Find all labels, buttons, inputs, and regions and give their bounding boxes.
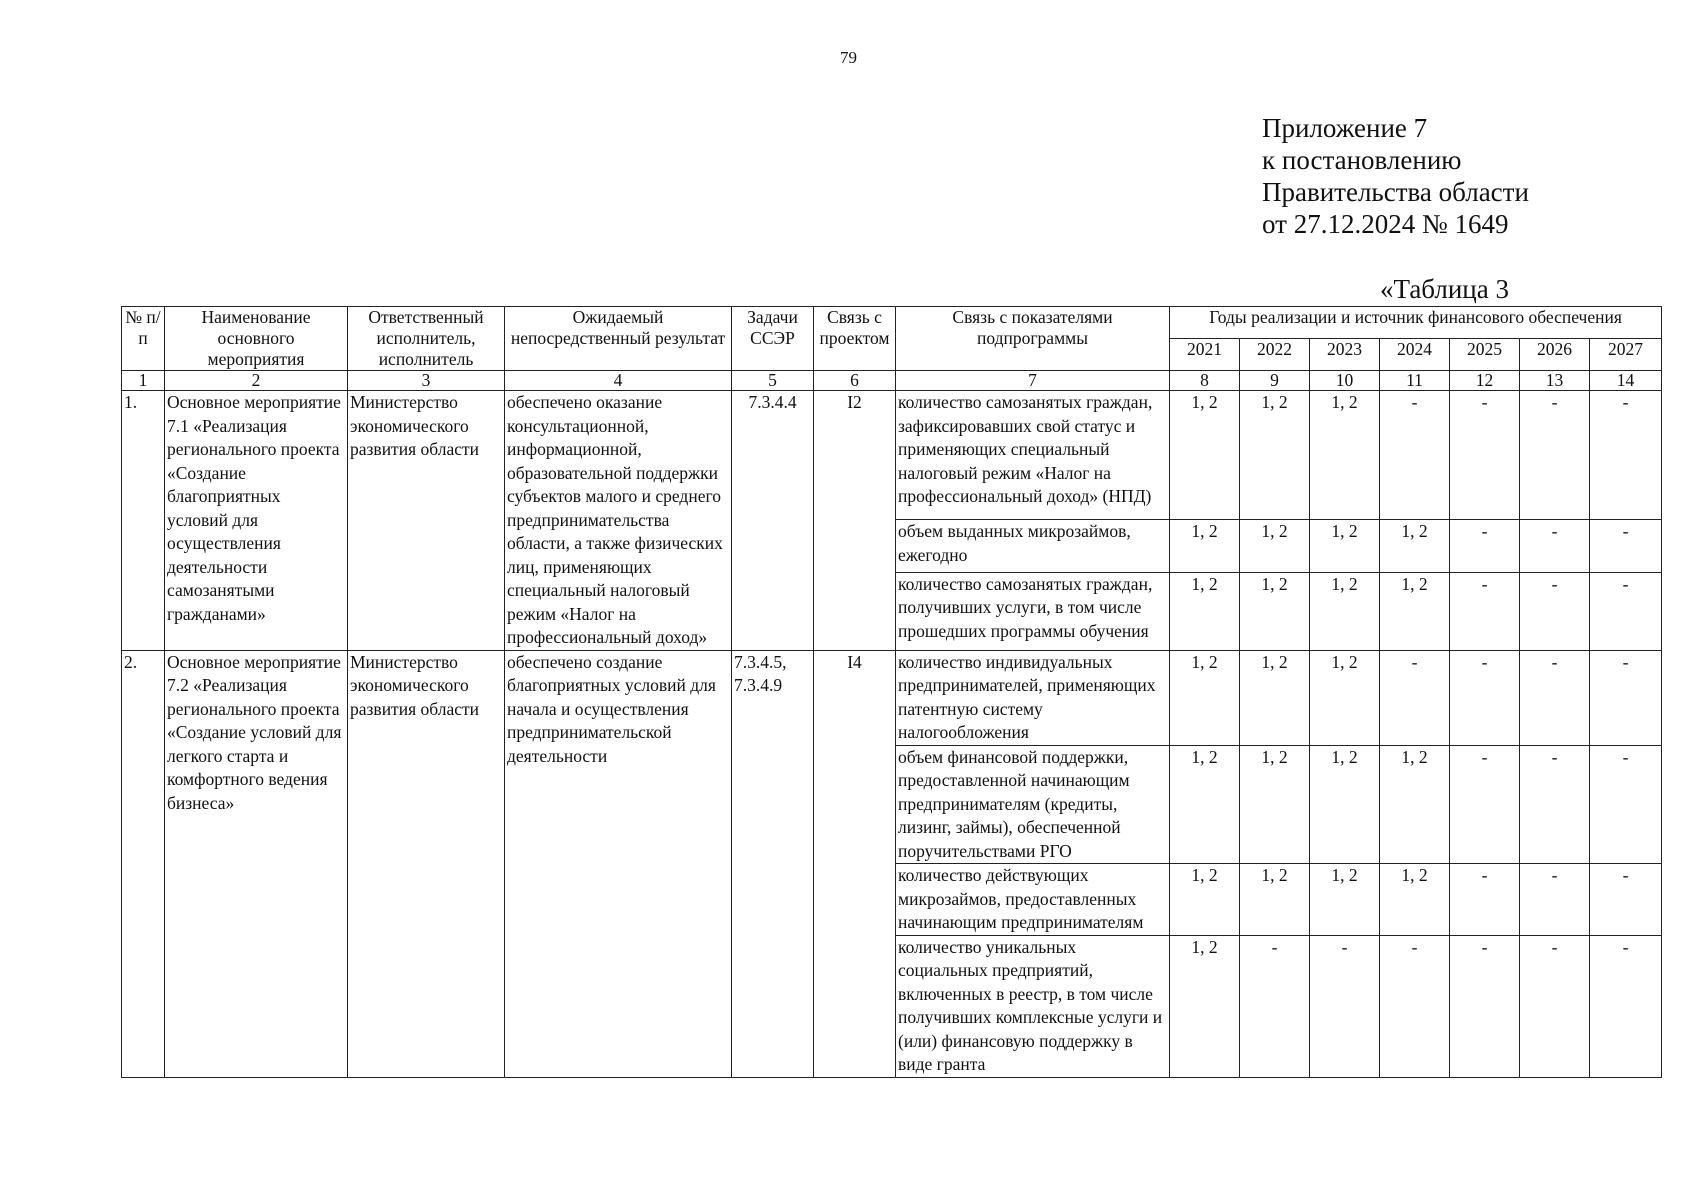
header-result: Ожидаемый непосредственный результат (505, 307, 732, 371)
year-cell: - (1380, 935, 1450, 1077)
column-number: 9 (1240, 371, 1310, 391)
year-cell: - (1590, 864, 1662, 936)
column-number: 14 (1590, 371, 1662, 391)
activity-tasks: 7.3.4.4 (732, 391, 814, 651)
indicator-text: объем выданных микрозаймов, ежегодно (896, 520, 1170, 572)
year-cell: 1, 2 (1170, 864, 1240, 936)
appendix-line: от 27.12.2024 № 1649 (1262, 209, 1509, 239)
column-number: 4 (505, 371, 732, 391)
indicator-text: количество самозанятых граждан, зафиксировавших свой статус и применяющих специальный налоговый режим «Налог на профессиональный доход» (НПД) (896, 391, 1170, 520)
table-caption: «Таблица 3 (1380, 274, 1509, 304)
header-years-group: Годы реализации и источник финансового обеспечения (1170, 307, 1662, 339)
year-cell: - (1380, 391, 1450, 520)
page-number: 79 (840, 48, 857, 67)
year-cell: - (1590, 391, 1662, 520)
year-cell: 1, 2 (1170, 572, 1240, 650)
indicator-text: количество уникальных социальных предприятий, включенных в реестр, в том числе получивших комплексные услуги и (или) финансовую поддержку в виде гранта (896, 935, 1170, 1077)
header-executor: Ответственный исполнитель, исполнитель (348, 307, 505, 371)
indicator-text: количество самозанятых граждан, получивших услуги, в том числе прошедших программы обучения (896, 572, 1170, 650)
year-cell: - (1590, 572, 1662, 650)
year-cell: - (1450, 520, 1520, 572)
header-year: 2021 (1170, 339, 1240, 371)
year-cell: - (1590, 745, 1662, 864)
indicator-text: количество индивидуальных предпринимателей, применяющих патентную систему налогообложения (896, 650, 1170, 745)
row-num: 2. (122, 650, 165, 1077)
header-indicators: Связь с показателями подпрограммы (896, 307, 1170, 371)
year-cell: 1, 2 (1240, 650, 1310, 745)
year-cell: - (1450, 864, 1520, 936)
year-cell: - (1590, 520, 1662, 572)
row-num: 1. (122, 391, 165, 651)
year-cell: 1, 2 (1240, 745, 1310, 864)
year-cell: - (1520, 864, 1590, 936)
header-tasks: Задачи ССЭР (732, 307, 814, 371)
year-cell: - (1240, 935, 1310, 1077)
header-year: 2026 (1520, 339, 1590, 371)
header-project: Связь с проектом (814, 307, 896, 371)
appendix-line: к постановлению (1262, 145, 1462, 175)
year-cell: 1, 2 (1240, 520, 1310, 572)
indicator-text: объем финансовой поддержки, предоставленной начинающим предпринимателям (кредиты, лизинг, займы), обеспеченной поручительствами РГО (896, 745, 1170, 864)
activities-table (121, 306, 1662, 1078)
column-number-row (122, 371, 1662, 391)
activity-executor: Министерство экономического развития области (348, 650, 505, 1077)
column-number: 3 (348, 371, 505, 391)
year-cell: - (1450, 935, 1520, 1077)
activity-tasks: 7.3.4.5, 7.3.4.9 (732, 650, 814, 1077)
appendix-line: Правительства области (1262, 177, 1529, 207)
year-cell: 1, 2 (1380, 572, 1450, 650)
header-num: № п/п (122, 307, 165, 371)
year-cell: 1, 2 (1380, 864, 1450, 936)
year-cell: - (1520, 935, 1590, 1077)
column-number: 7 (896, 371, 1170, 391)
header-row (122, 307, 1662, 339)
year-cell: 1, 2 (1170, 650, 1240, 745)
year-cell: 1, 2 (1310, 391, 1380, 520)
column-number: 5 (732, 371, 814, 391)
header-year: 2024 (1380, 339, 1450, 371)
table-row (122, 391, 1662, 520)
appendix-block (1262, 112, 1529, 240)
year-cell: 1, 2 (1380, 745, 1450, 864)
column-number: 11 (1380, 371, 1450, 391)
year-cell: - (1520, 745, 1590, 864)
year-cell: - (1450, 650, 1520, 745)
year-cell: - (1450, 391, 1520, 520)
header-year: 2025 (1450, 339, 1520, 371)
activity-result: обеспечено оказание консультационной, информационной, образовательной поддержки субъектов малого и среднего предпринимательства области, а также физических лиц, применяющих специальный налоговый режим «Налог на профессиональный доход» (505, 391, 732, 651)
year-cell: - (1380, 650, 1450, 745)
year-cell: - (1450, 572, 1520, 650)
column-number: 10 (1310, 371, 1380, 391)
activity-name: Основное мероприятие 7.2 «Реализация регионального проекта «Создание условий для легкого старта и комфортного ведения бизнеса» (165, 650, 348, 1077)
year-cell: 1, 2 (1170, 520, 1240, 572)
header-year: 2027 (1590, 339, 1662, 371)
year-cell: - (1520, 520, 1590, 572)
year-cell: - (1310, 935, 1380, 1077)
column-number: 8 (1170, 371, 1240, 391)
year-cell: 1, 2 (1310, 650, 1380, 745)
header-year: 2023 (1310, 339, 1380, 371)
year-cell: - (1520, 650, 1590, 745)
year-cell: 1, 2 (1240, 572, 1310, 650)
year-cell: 1, 2 (1380, 520, 1450, 572)
column-number: 13 (1520, 371, 1590, 391)
activity-project: I2 (814, 391, 896, 651)
activity-executor: Министерство экономического развития области (348, 391, 505, 651)
year-cell: 1, 2 (1310, 572, 1380, 650)
header-name: Наименование основного мероприятия (165, 307, 348, 371)
table-row (122, 650, 1662, 745)
year-cell: 1, 2 (1170, 745, 1240, 864)
year-cell: 1, 2 (1310, 520, 1380, 572)
header-year: 2022 (1240, 339, 1310, 371)
column-number: 2 (165, 371, 348, 391)
column-number: 12 (1450, 371, 1520, 391)
activity-name: Основное мероприятие 7.1 «Реализация регионального проекта «Создание благоприятных условий для осуществления деятельности самозанятыми гражданами» (165, 391, 348, 651)
column-number: 6 (814, 371, 896, 391)
year-cell: - (1590, 650, 1662, 745)
year-cell: 1, 2 (1310, 745, 1380, 864)
year-cell: 1, 2 (1170, 391, 1240, 520)
year-cell: - (1590, 935, 1662, 1077)
year-cell: 1, 2 (1170, 935, 1240, 1077)
column-number: 1 (122, 371, 165, 391)
year-cell: - (1450, 745, 1520, 864)
activity-project: I4 (814, 650, 896, 1077)
year-cell: 1, 2 (1240, 864, 1310, 936)
indicator-text: количество действующих микрозаймов, предоставленных начинающим предпринимателям (896, 864, 1170, 936)
year-cell: - (1520, 572, 1590, 650)
activity-result: обеспечено создание благоприятных условий для начала и осуществления предпринимательской деятельности (505, 650, 732, 1077)
year-cell: - (1520, 391, 1590, 520)
year-cell: 1, 2 (1310, 864, 1380, 936)
appendix-line: Приложение 7 (1262, 113, 1428, 143)
year-cell: 1, 2 (1240, 391, 1310, 520)
